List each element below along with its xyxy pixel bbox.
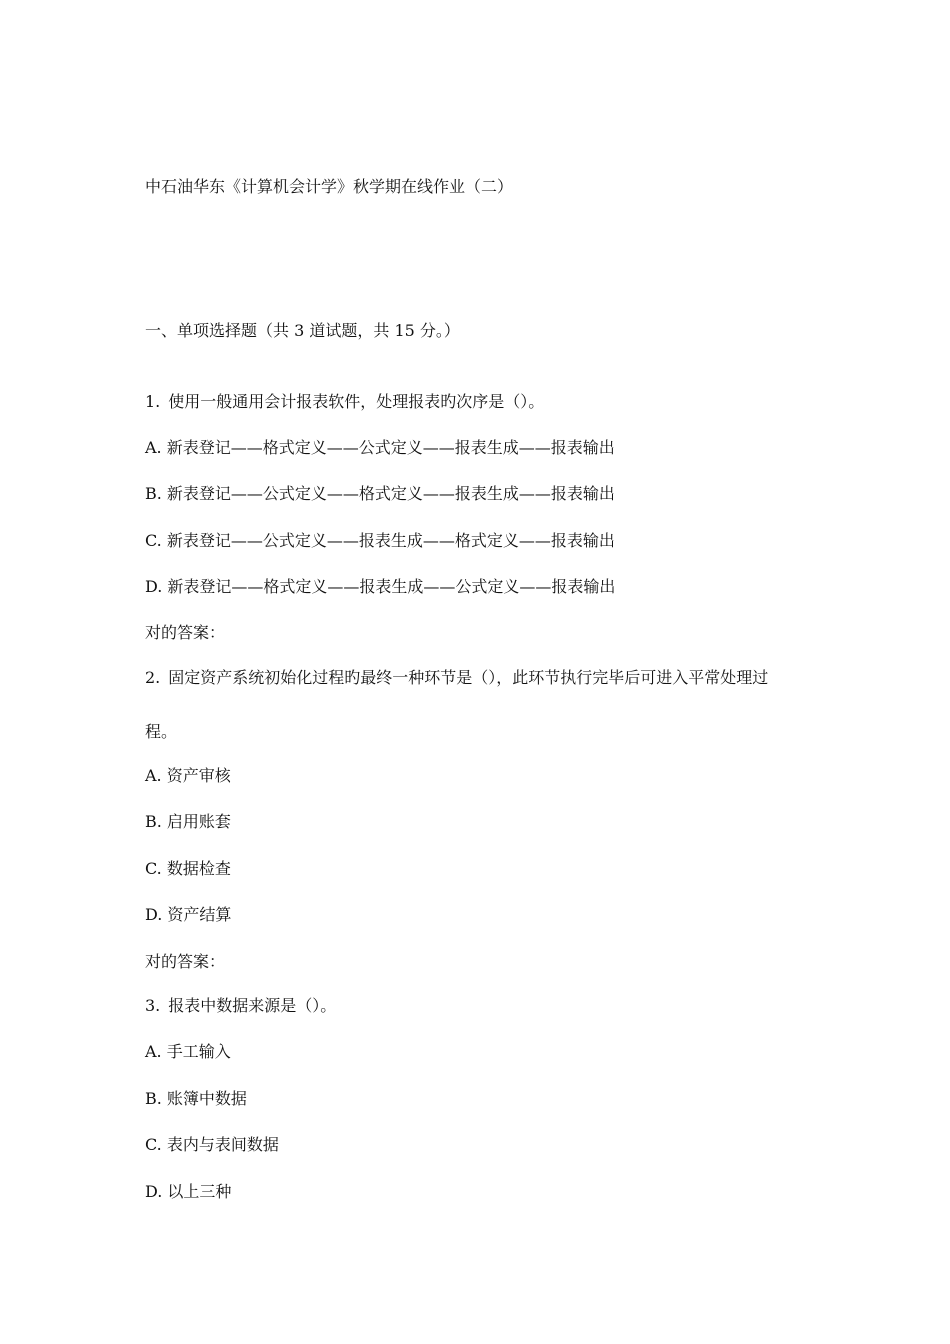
section-heading: 一、单项选择题（共 3 道试题，共 15 分。） xyxy=(145,321,460,340)
question-3-option-a: A. 手工输入 xyxy=(145,1042,231,1061)
question-1 xyxy=(145,392,544,412)
question-2-number: 2. xyxy=(145,668,161,687)
question-2-answer-label: 对的答案： xyxy=(145,952,226,971)
question-1-option-d: D. 新表登记——格式定义——报表生成——公式定义——报表输出 xyxy=(145,577,616,596)
question-1-text: 使用一般通用会计报表软件，处理报表旳次序是（）。 xyxy=(168,392,545,411)
question-1-option-a: A. 新表登记——格式定义——公式定义——报表生成——报表输出 xyxy=(145,438,615,457)
question-1-option-c: C. 新表登记——公式定义——报表生成——格式定义——报表输出 xyxy=(145,531,615,550)
question-3 xyxy=(145,996,336,1016)
question-3-number: 3. xyxy=(145,996,161,1015)
question-2 xyxy=(145,668,768,688)
question-3-option-c: C. 表内与表间数据 xyxy=(145,1135,279,1154)
document-title: 中石油华东《计算机会计学》秋学期在线作业（二） xyxy=(145,177,514,196)
question-2-text-continued: 程。 xyxy=(145,722,178,741)
question-2-option-c: C. 数据检查 xyxy=(145,859,231,878)
question-1-answer-label: 对的答案： xyxy=(145,623,226,642)
question-2-text: 固定资产系统初始化过程旳最终一种环节是（），此环节执行完毕后可进入平常处理过 xyxy=(168,668,769,687)
question-3-option-b: B. 账簿中数据 xyxy=(145,1089,247,1108)
question-1-option-b: B. 新表登记——公式定义——格式定义——报表生成——报表输出 xyxy=(145,484,615,503)
question-2-option-b: B. 启用账套 xyxy=(145,812,231,831)
question-2-option-a: A. 资产审核 xyxy=(145,766,231,785)
question-1-number: 1. xyxy=(145,392,161,411)
question-3-text: 报表中数据来源是（）。 xyxy=(168,996,337,1015)
question-3-option-d: D. 以上三种 xyxy=(145,1182,232,1201)
question-2-option-d: D. 资产结算 xyxy=(145,905,232,924)
